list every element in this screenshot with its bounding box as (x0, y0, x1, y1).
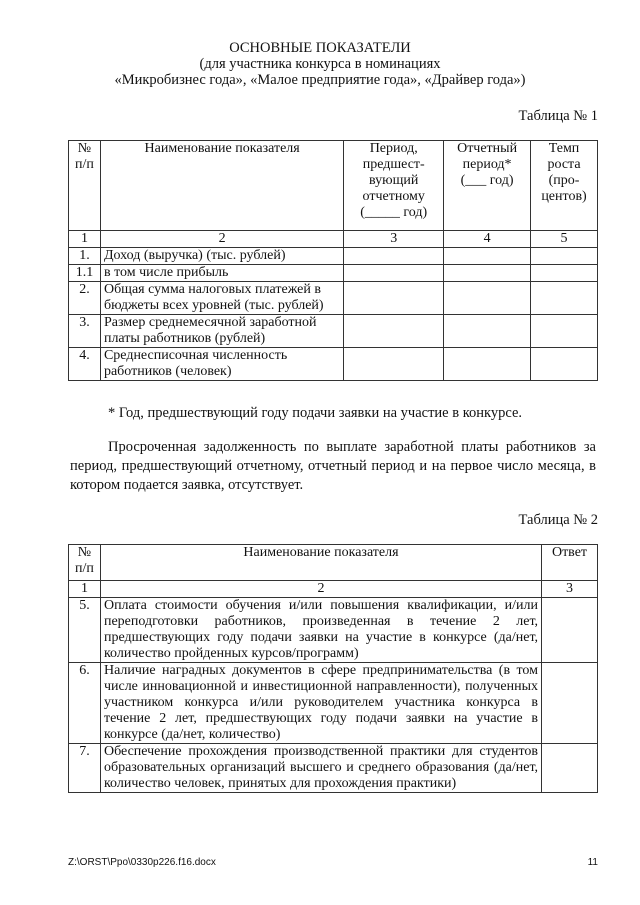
table-2-header-row (69, 545, 598, 581)
row-number: 3. (69, 315, 101, 348)
footer-file-path: Z:\ORST\Ppo\0330p226.f16.docx (68, 857, 216, 868)
row-number: 5. (69, 598, 101, 663)
header-line: роста (547, 157, 581, 172)
table-row (69, 598, 598, 663)
header-line: Наименование показателя (243, 545, 399, 560)
overdue-wages-paragraph: Просроченная задолженность по выплате заработной платы работников за период, предшествующий отчетному, отчетный период и на первое число месяца, в котором подается заявка, отсутствует. (70, 439, 596, 493)
row-indicator-name: Доход (выручка) (тыс. рублей) (100, 248, 343, 265)
table-2 (68, 544, 598, 793)
table-1-header-num (69, 141, 101, 231)
heading-line-3: «Микробизнес года», «Малое предприятие года», «Драйвер года») (114, 72, 526, 88)
row-indicator-name: Оплата стоимости обучения и/или повышения квалификации, и/или переподготовки работников, произведенная в течение 2 лет, предшествующих году подачи заявки на участие в конкурсе (да/нет, количество пройденных курсов/программ) (100, 598, 541, 663)
header-line: (_____ год) (360, 205, 428, 220)
header-line: п/п (75, 157, 94, 172)
header-line: отчетному (362, 189, 425, 204)
table-row (69, 744, 598, 793)
colnum-cell: 5 (531, 231, 598, 248)
row-number: 4. (69, 348, 101, 381)
value-cell[interactable] (531, 315, 598, 348)
value-cell[interactable] (444, 315, 531, 348)
table-1-header-row (69, 141, 598, 231)
table-row (69, 265, 598, 282)
header-line: Наименование показателя (144, 141, 300, 156)
table-row (69, 663, 598, 744)
value-cell[interactable] (444, 248, 531, 265)
table-2-header-num (69, 545, 101, 581)
header-line: Период, (369, 141, 418, 156)
row-indicator-name: Обеспечение прохождения производственной практики для студентов образовательных организаций высшего и среднего образования (да/нет, количество человек, принятых для прохождения практики) (100, 744, 541, 793)
header-line: (___ год) (460, 173, 514, 188)
colnum-cell: 4 (444, 231, 531, 248)
header-line: период* (462, 157, 512, 172)
value-cell[interactable] (531, 248, 598, 265)
row-number: 1. (69, 248, 101, 265)
table-1-header-prev-period (344, 141, 444, 231)
header-line: № (77, 141, 92, 156)
value-cell[interactable] (444, 348, 531, 381)
row-number: 7. (69, 744, 101, 793)
header-line: центов) (541, 189, 587, 204)
colnum-cell: 3 (542, 581, 598, 598)
row-number: 1.1 (69, 265, 101, 282)
header-line: Ответ (551, 545, 588, 560)
header-line: предшест- (362, 157, 425, 172)
row-indicator-name: Общая сумма налоговых платежей в бюджеты всех уровней (тыс. рублей) (100, 282, 343, 315)
value-cell[interactable] (344, 348, 444, 381)
row-indicator-name: в том числе прибыль (100, 265, 343, 282)
answer-cell[interactable] (542, 663, 598, 744)
table-1-colnum-row (69, 231, 598, 248)
value-cell[interactable] (344, 265, 444, 282)
header-line: п/п (75, 561, 94, 576)
answer-cell[interactable] (542, 744, 598, 793)
colnum-cell: 2 (100, 581, 541, 598)
value-cell[interactable] (531, 282, 598, 315)
header-line: № (77, 545, 92, 560)
value-cell[interactable] (531, 265, 598, 282)
table-2-header-name (100, 545, 541, 581)
colnum-cell: 1 (69, 581, 101, 598)
heading-line-1: ОСНОВНЫЕ ПОКАЗАТЕЛИ (229, 40, 411, 56)
value-cell[interactable] (344, 282, 444, 315)
header-line: (про- (548, 173, 580, 188)
header-line: вующий (369, 173, 419, 188)
value-cell[interactable] (444, 282, 531, 315)
colnum-cell: 3 (344, 231, 444, 248)
table-1-header-report-period (444, 141, 531, 231)
footer-page-number: 11 (587, 857, 598, 868)
footnote: * Год, предшествующий году подачи заявки на участие в конкурсе. (108, 405, 523, 421)
row-indicator-name: Наличие наградных документов в сфере предпринимательства (в том числе инновационной и инвестиционной направленности), полученных участником конкурса и/или руководителем участника конкурса в течение 2 лет, предшествующих году подачи заявки на участие в конкурсе (да/нет, количество) (100, 663, 541, 744)
header-line: Темп (548, 141, 580, 156)
header-line: Отчетный (457, 141, 518, 156)
table-1-header-growth (531, 141, 598, 231)
row-number: 6. (69, 663, 101, 744)
value-cell[interactable] (344, 248, 444, 265)
answer-cell[interactable] (542, 598, 598, 663)
table-1-caption: Таблица № 1 (518, 108, 598, 124)
table-row (69, 315, 598, 348)
table-1-header-name (100, 141, 343, 231)
value-cell[interactable] (531, 348, 598, 381)
table-2-colnum-row (69, 581, 598, 598)
table-row (69, 348, 598, 381)
colnum-cell: 2 (100, 231, 343, 248)
table-row (69, 282, 598, 315)
heading-line-2: (для участника конкурса в номинациях (199, 56, 441, 72)
row-indicator-name: Среднесписочная численность работников (человек) (100, 348, 343, 381)
row-indicator-name: Размер среднемесячной заработной платы работников (рублей) (100, 315, 343, 348)
value-cell[interactable] (344, 315, 444, 348)
row-number: 2. (69, 282, 101, 315)
table-row (69, 248, 598, 265)
table-2-header-answer (542, 545, 598, 581)
value-cell[interactable] (444, 265, 531, 282)
colnum-cell: 1 (69, 231, 101, 248)
table-1 (68, 140, 598, 381)
table-2-caption: Таблица № 2 (518, 512, 598, 528)
